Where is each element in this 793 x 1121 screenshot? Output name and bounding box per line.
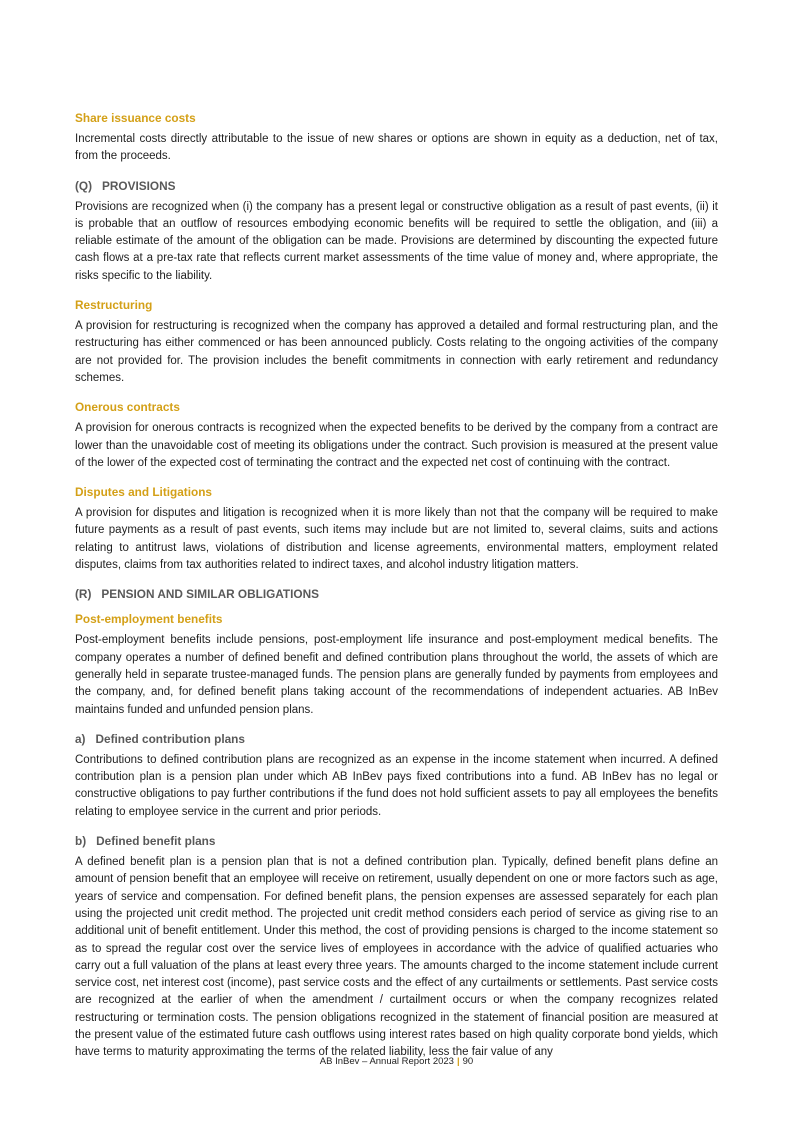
- heading-text: PENSION AND SIMILAR OBLIGATIONS: [101, 587, 319, 602]
- heading-label: (Q): [75, 178, 93, 193]
- paragraph-share-issuance-costs: Incremental costs directly attributable to the issue of new shares or options are shown in equity as a deduction, net of tax, from the proceeds.: [75, 133, 718, 163]
- subheading-text: Defined contribution plans: [95, 731, 245, 746]
- heading-r-pension-obligations: [75, 586, 718, 603]
- paragraph-defined-benefit-plans: A defined benefit plan is a pension plan that is not a defined contribution plan. Typically, defined benefit plans define an amount of pension benefit that an employee will receive on retirement, usually dependent on one or more factors such as age, years of service and compensation. For defined benefit plans, the pension expenses are assessed separately for each plan using the projected unit credit method. The projected unit credit method considers each period of service as giving rise to an additional unit of benefit entitlement. Under this method, the cost of providing pensions is charged to the income statement so as to spread the regular cost over the service lives of employees in accordance with the advice of qualified actuaries who carry out a full valuation of the plans at least every three years. The amounts charged to the income statement include current service cost, net interest cost (income), past service costs and the effect of any curtailments or settlements. Past service costs are recognized at the earlier of when the amendment / curtailment occurs or when the company recognizes related restructuring or termination costs. The pension obligations recognized in the statement of financial position are measured at the present value of the estimated future cash outflows using interest rates based on high quality corporate bond yields, which have terms to maturity approximating the terms of the related liability, less the fair value of any: [75, 856, 718, 1059]
- heading-post-employment-benefits: Post-employment benefits: [75, 612, 223, 627]
- heading-label: (R): [75, 587, 92, 602]
- subheading-label: b): [75, 834, 87, 849]
- paragraph-restructuring: A provision for restructuring is recognized when the company has approved a detailed and formal restructuring plan, and the restructuring has either commenced or has been announced publicly. Costs relating to the ongoing activities of the company are not provided for. The provision includes the benefit commitments in connection with early retirement and redundancy schemes.: [75, 320, 718, 384]
- heading-onerous-contracts: Onerous contracts: [75, 400, 180, 415]
- page-content: [75, 110, 718, 1074]
- paragraph-provisions: Provisions are recognized when (i) the company has a present legal or constructive obligation as a result of past events, (ii) it is probable that an outflow of resources embodying economic benefits will be required to settle the obligation, and (iii) a reliable estimate of the amount of the obligation can be made. Provisions are determined by discounting the expected future cash flows at a pre-tax rate that reflects current market assessments of the time value of money and, where appropriate, the risks specific to the liability.: [75, 200, 718, 282]
- subheading-label: a): [75, 731, 86, 746]
- heading-share-issuance-costs: Share issuance costs: [75, 111, 196, 125]
- heading-restructuring: Restructuring: [75, 298, 153, 313]
- heading-disputes-and-litigations: Disputes and Litigations: [75, 485, 212, 500]
- subheading-text: Defined benefit plans: [96, 834, 216, 849]
- paragraph-disputes-and-litigations: A provision for disputes and litigation is recognized when it is more likely than not that the company will be required to make future payments as a result of past events, such items may include but are not limited to, several claims, suits and actions relating to antitrust laws, violations of distribution and license agreements, environmental matters, employment related disputes, claims from tax authorities related to indirect taxes, and alcohol industry litigation matters.: [75, 507, 718, 572]
- page-footer: [0, 1056, 793, 1067]
- subheading-defined-contribution-plans: [75, 731, 718, 748]
- footer-separator: |: [456, 1056, 460, 1067]
- footer-report-title: AB InBev – Annual Report 2023: [319, 1056, 454, 1067]
- heading-text: PROVISIONS: [102, 178, 176, 193]
- heading-q-provisions: [75, 178, 718, 195]
- subheading-defined-benefit-plans: [75, 833, 718, 850]
- footer-page-number: 90: [462, 1056, 474, 1067]
- paragraph-post-employment-benefits: Post-employment benefits include pensions, post-employment life insurance and post-employment medical benefits. The company operates a number of defined benefit and defined contribution plans throughout the world, the assets of which are generally held in separate trustee-managed funds. The pension plans are generally funded by payments from employees and the company, and, for defined benefit plans taking account of the recommendations of independent actuaries. AB InBev maintains funded and unfunded pension plans.: [75, 634, 718, 716]
- paragraph-defined-contribution-plans: Contributions to defined contribution plans are recognized as an expense in the income statement when incurred. A defined contribution plan is a pension plan under which AB InBev pays fixed contributions into a fund. AB InBev has no legal or constructive obligations to pay further contributions if the fund does not hold sufficient assets to pay all employees the benefits relating to employee service in the current and prior periods.: [75, 753, 718, 818]
- paragraph-onerous-contracts: A provision for onerous contracts is recognized when the expected benefits to be derived by the company from a contract are lower than the unavoidable cost of meeting its obligations under the contract. Such provision is measured at the present value of the lower of the expected cost of terminating the contract and the expected net cost of continuing with the contract.: [75, 422, 718, 469]
